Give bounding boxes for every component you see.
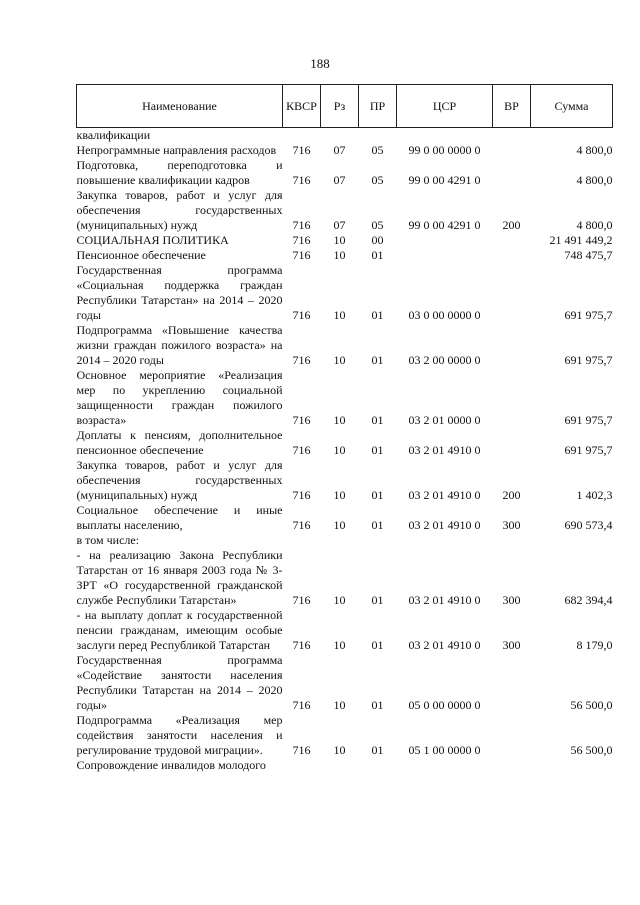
table-row [77,608,613,653]
cell-pr: 01 [371,638,384,652]
cell-csr: 99 0 00 4291 0 [408,218,481,232]
continuation-text: квалификации [76,128,151,142]
cell-pr: 01 [371,698,384,712]
table-row [77,158,613,188]
table-row [77,143,613,158]
cell-sum: 691 975,7 [564,353,613,367]
cell-sum: 691 975,7 [564,413,613,427]
cell-rz: 07 [333,218,346,232]
table-row [77,548,613,608]
cell-rz: 10 [333,308,346,322]
cell-kvsr: 716 [292,248,311,262]
cell-sum: 691 975,7 [564,443,613,457]
cell-pr: 05 [371,218,384,232]
cell-sum: 4 800,0 [576,143,613,157]
cell-sum: 56 500,0 [570,698,613,712]
cell-pr: 01 [371,488,384,502]
cell-kvsr: 716 [292,353,311,367]
cell-rz: 10 [333,248,346,262]
cell-rz [321,533,359,548]
cell-rz: 10 [333,488,346,502]
cell-sum: 8 179,0 [576,638,613,652]
cell-csr: 99 0 00 0000 0 [408,143,481,157]
cell-rz: 10 [333,443,346,457]
cell-csr: 03 2 01 4910 0 [408,638,481,652]
cell-csr: 03 0 00 0000 0 [408,308,481,322]
cell-csr: 99 0 00 4291 0 [408,173,481,187]
cell-sum: 690 573,4 [564,518,613,532]
cell-vr [493,323,531,368]
cell-name: Подпрограмма «Реализация мер содействия занятости населения и регулирование трудовой миграции». [76,713,283,757]
cell-kvsr: 716 [292,593,311,607]
cell-sum [531,533,613,548]
cell-pr: 05 [371,143,384,157]
cell-name: Закупка товаров, работ и услуг для обеспечения государственных (муниципальных) нужд [76,458,283,502]
cell-pr: 01 [371,593,384,607]
cell-kvsr [283,758,321,773]
cell-vr [493,233,531,248]
cell-name: в том числе: [76,533,140,547]
column-header-pr: ПР [359,85,397,128]
column-header-kvsr: КВСР [283,85,321,128]
cell-csr: 03 2 01 4910 0 [408,593,481,607]
cell-name: Непрограммные направления расходов [76,143,277,157]
cell-vr [493,653,531,713]
cell-csr [397,758,493,773]
cell-kvsr: 716 [292,698,311,712]
cell-vr: 200 [502,488,521,502]
cell-kvsr: 716 [292,443,311,457]
table-header-row [77,85,613,128]
cell-sum: 56 500,0 [570,743,613,757]
cell-rz: 10 [333,518,346,532]
cell-name: Социальное обеспечение и иные выплаты населению, [76,503,283,532]
table-row [77,188,613,233]
cell-csr [397,248,493,263]
cell-kvsr: 716 [292,743,311,757]
cell-name: Государственная программа «Социальная поддержка граждан Республики Татарстан» на 2014 – 2020 годы [76,263,283,322]
cell-pr: 01 [371,413,384,427]
cell-vr: 200 [502,218,521,232]
table-row [77,758,613,773]
cell-pr: 01 [371,518,384,532]
cell-pr [359,533,397,548]
cell-vr [493,533,531,548]
cell-kvsr: 716 [292,413,311,427]
cell-name: Доплаты к пенсиям, дополнительное пенсионное обеспечение [76,428,283,457]
cell-csr: 05 0 00 0000 0 [408,698,481,712]
cell-kvsr: 716 [292,173,311,187]
page-number: 188 [310,56,330,71]
cell-pr [359,758,397,773]
cell-vr [493,143,531,158]
cell-sum: 748 475,7 [564,248,613,262]
cell-name: Государственная программа «Содействие занятости населения Республики Татарстан на 2014 – 2020 годы» [76,653,283,712]
cell-sum: 691 975,7 [564,308,613,322]
cell-rz [321,758,359,773]
cell-name: Закупка товаров, работ и услуг для обеспечения государственных (муниципальных) нужд [76,188,283,232]
cell-rz: 10 [333,233,346,247]
cell-vr [493,248,531,263]
cell-name: Подготовка, переподготовка и повышение квалификации кадров [76,158,283,187]
cell-csr: 03 2 01 0000 0 [408,413,481,427]
cell-name: Сопровождение инвалидов молодого [76,758,266,772]
cell-kvsr: 716 [292,488,311,502]
cell-rz: 10 [333,743,346,757]
table-row [77,233,613,248]
cell-csr: 03 2 00 0000 0 [408,353,481,367]
cell-sum: 682 394,4 [564,593,613,607]
cell-sum [531,758,613,773]
cell-rz: 10 [333,698,346,712]
cell-vr [493,263,531,323]
column-header-sum: Сумма [531,85,613,128]
cell-vr [493,758,531,773]
column-header-rz: Рз [321,85,359,128]
cell-csr: 05 1 00 0000 0 [408,743,481,757]
cell-rz: 07 [333,173,346,187]
cell-kvsr [283,533,321,548]
cell-name: СОЦИАЛЬНАЯ ПОЛИТИКА [76,233,229,247]
cell-pr: 01 [371,353,384,367]
cell-name: - на реализацию Закона Республики Татарстан от 16 января 2003 года № 3-ЗРТ «О государственной гражданской службе Республики Татарстан» [76,548,283,607]
cell-name: Основное мероприятие «Реализация мер по укреплению социальной защищенности граждан пожилого возраста» [76,368,283,427]
table-row [77,368,613,428]
cell-rz: 10 [333,413,346,427]
cell-sum: 4 800,0 [576,173,613,187]
cell-kvsr: 716 [292,143,311,157]
cell-vr: 300 [502,638,521,652]
cell-vr [493,428,531,458]
table-row [77,128,613,144]
column-header-name: Наименование [77,85,283,128]
table-row [77,263,613,323]
cell-vr [493,713,531,758]
table-row [77,323,613,368]
cell-rz: 10 [333,638,346,652]
cell-rz: 10 [333,593,346,607]
cell-vr [493,158,531,188]
table-row [77,458,613,503]
cell-sum: 1 402,3 [576,488,613,502]
table-row [77,248,613,263]
cell-sum: 21 491 449,2 [549,233,613,247]
cell-kvsr: 716 [292,518,311,532]
cell-csr [397,533,493,548]
cell-vr [493,368,531,428]
cell-rz: 10 [333,353,346,367]
cell-pr: 01 [371,743,384,757]
cell-vr: 300 [502,518,521,532]
budget-table [76,84,613,773]
cell-name: Пенсионное обеспечение [76,248,206,262]
cell-pr: 05 [371,173,384,187]
cell-csr: 03 2 01 4910 0 [408,518,481,532]
table-row [77,653,613,713]
table-row [77,713,613,758]
cell-name: - на выплату доплат к государственной пенсии гражданам, имеющим особые заслуги перед Республикой Татарстан [76,608,283,652]
cell-csr: 03 2 01 4910 0 [408,443,481,457]
cell-kvsr: 716 [292,638,311,652]
cell-rz: 07 [333,143,346,157]
cell-pr: 01 [371,308,384,322]
table-row [77,503,613,533]
table-row [77,428,613,458]
cell-pr: 01 [371,248,384,262]
cell-pr: 00 [371,233,384,247]
table-row [77,533,613,548]
cell-pr: 01 [371,443,384,457]
cell-kvsr: 716 [292,218,311,232]
cell-csr: 03 2 01 4910 0 [408,488,481,502]
cell-kvsr: 716 [292,233,311,247]
cell-csr [397,233,493,248]
cell-sum: 4 800,0 [576,218,613,232]
column-header-vr: ВР [493,85,531,128]
cell-name: Подпрограмма «Повышение качества жизни граждан пожилого возраста» на 2014 – 2020 годы [76,323,283,367]
column-header-csr: ЦСР [397,85,493,128]
cell-vr: 300 [502,593,521,607]
cell-kvsr: 716 [292,308,311,322]
